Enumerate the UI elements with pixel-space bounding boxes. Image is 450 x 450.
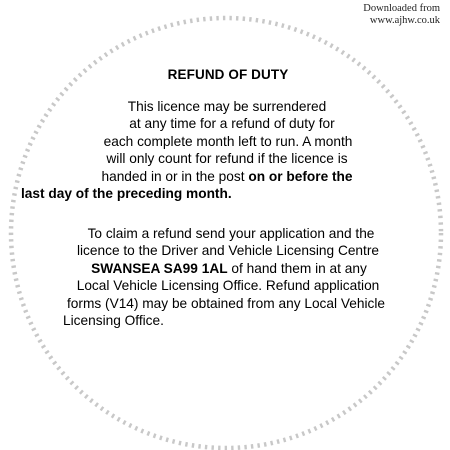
text-line: at any time for a refund of duty for [129, 116, 335, 132]
text-line: Local Vehicle Licensing Office. Refund application [76, 278, 380, 294]
text-line: licence to the Driver and Vehicle Licensing Centre [76, 243, 380, 259]
text-line: Licensing Office. [63, 313, 164, 329]
bold-text-line [0, 185, 450, 202]
watermark-line-1: Downloaded from [363, 3, 440, 14]
text-line: will only count for refund if the licence is [106, 151, 348, 167]
text-line: To claim a refund send your application and the [87, 226, 375, 241]
page-title: REFUND OF DUTY [167, 67, 289, 82]
text-line: forms (V14) may be obtained from any Local Vehicle [66, 295, 385, 311]
bold-text-fragment: last day of the preceding month. [21, 186, 232, 202]
claim-paragraph [0, 225, 450, 329]
address-text: SWANSEA SA99 1AL [91, 260, 228, 276]
text-line-mixed [0, 260, 450, 277]
watermark-line-2: www.ajhw.co.uk [369, 15, 440, 26]
text-line: This licence may be surrendered [127, 99, 327, 114]
text-line-mixed [0, 168, 450, 185]
text-fragment: handed in or in the post [101, 168, 249, 184]
text-fragment: of hand them in at any [227, 260, 367, 276]
refund-paragraph [0, 98, 450, 202]
bold-text-fragment: on or before the [248, 168, 353, 184]
text-line: each complete month left to run. A month [103, 133, 353, 149]
